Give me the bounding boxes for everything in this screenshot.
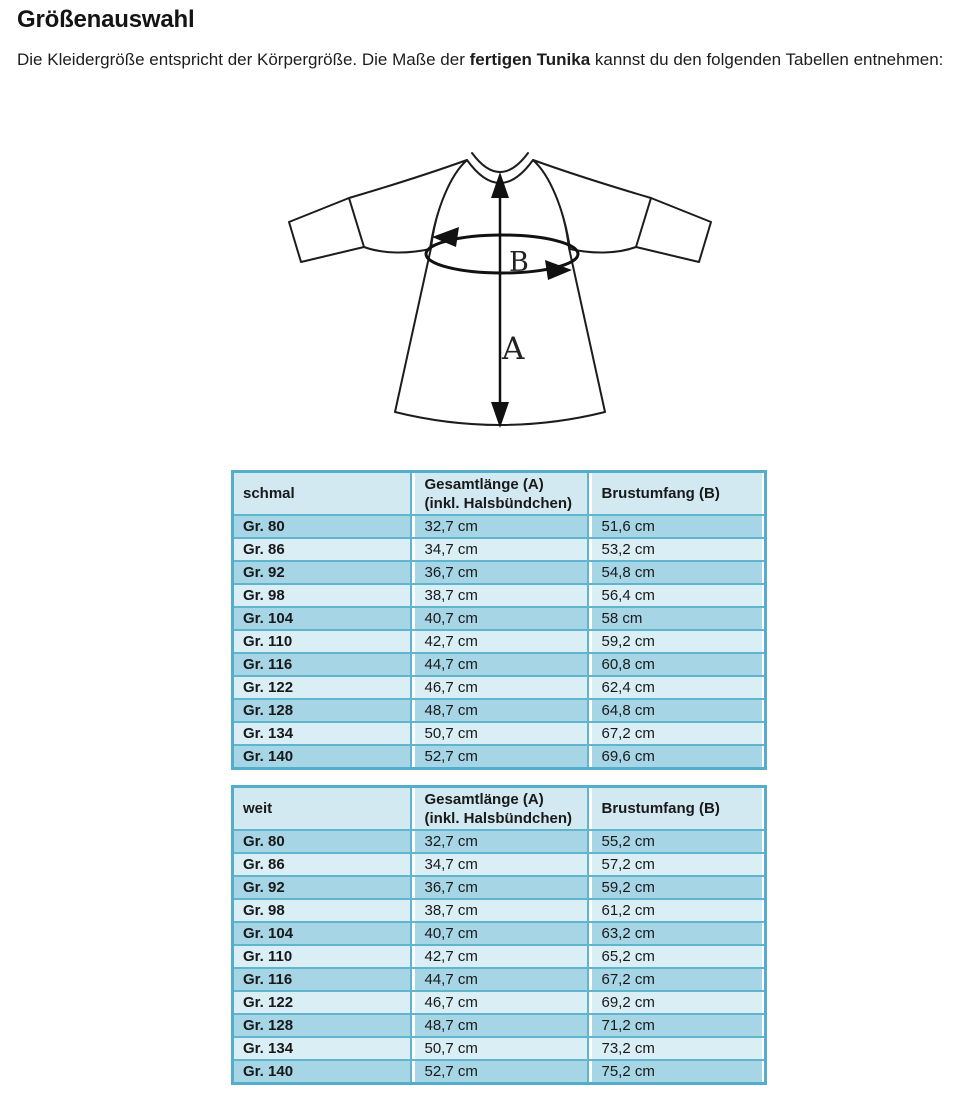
table-row bbox=[233, 1014, 766, 1037]
chest-cell: 54,8 cm bbox=[588, 561, 766, 584]
size-cell: Gr. 104 bbox=[233, 607, 411, 630]
chest-cell: 65,2 cm bbox=[588, 945, 766, 968]
chest-cell: 63,2 cm bbox=[588, 922, 766, 945]
chest-cell: 53,2 cm bbox=[588, 538, 766, 561]
chest-cell: 69,2 cm bbox=[588, 991, 766, 1014]
length-header-line2: (inkl. Halsbündchen) bbox=[424, 809, 573, 827]
size-cell: Gr. 128 bbox=[233, 699, 411, 722]
length-cell: 42,7 cm bbox=[411, 630, 588, 653]
chest-cell: 62,4 cm bbox=[588, 676, 766, 699]
chest-column-header: Brustumfang (B) bbox=[588, 787, 766, 831]
table-title-cell: schmal bbox=[233, 472, 411, 516]
tunic-measurement-diagram bbox=[283, 146, 717, 432]
intro-paragraph bbox=[17, 45, 967, 75]
chest-cell: 67,2 cm bbox=[588, 722, 766, 745]
tunic-sketch bbox=[283, 146, 717, 432]
size-cell: Gr. 116 bbox=[233, 653, 411, 676]
chest-cell: 61,2 cm bbox=[588, 899, 766, 922]
length-cell: 36,7 cm bbox=[411, 561, 588, 584]
length-cell: 48,7 cm bbox=[411, 1014, 588, 1037]
table-row bbox=[233, 607, 766, 630]
table-row bbox=[233, 991, 766, 1014]
table-title-cell: weit bbox=[233, 787, 411, 831]
neckband-inner-arc bbox=[472, 153, 528, 172]
length-header-line1: Gesamtlänge (A) bbox=[424, 790, 544, 808]
table-row bbox=[233, 876, 766, 899]
size-cell: Gr. 104 bbox=[233, 922, 411, 945]
length-cell: 50,7 cm bbox=[411, 1037, 588, 1060]
table-row bbox=[233, 584, 766, 607]
table-row bbox=[233, 899, 766, 922]
intro-text-end: kannst du den folgenden Tabellen entnehmen: bbox=[590, 50, 944, 69]
table-row bbox=[233, 676, 766, 699]
size-cell: Gr. 92 bbox=[233, 876, 411, 899]
size-cell: Gr. 116 bbox=[233, 968, 411, 991]
size-cell: Gr. 110 bbox=[233, 945, 411, 968]
chest-cell: 58 cm bbox=[588, 607, 766, 630]
length-cell: 32,7 cm bbox=[411, 830, 588, 853]
size-cell: Gr. 134 bbox=[233, 722, 411, 745]
chest-cell: 56,4 cm bbox=[588, 584, 766, 607]
chest-cell: 51,6 cm bbox=[588, 515, 766, 538]
size-cell: Gr. 80 bbox=[233, 515, 411, 538]
length-cell: 44,7 cm bbox=[411, 653, 588, 676]
length-cell: 52,7 cm bbox=[411, 745, 588, 769]
size-cell: Gr. 98 bbox=[233, 584, 411, 607]
length-cell: 32,7 cm bbox=[411, 515, 588, 538]
table-row bbox=[233, 830, 766, 853]
chest-cell: 60,8 cm bbox=[588, 653, 766, 676]
length-header-line1: Gesamtlänge (A) bbox=[424, 475, 544, 493]
table-row bbox=[233, 853, 766, 876]
table-row bbox=[233, 538, 766, 561]
chest-cell: 57,2 cm bbox=[588, 853, 766, 876]
header-row bbox=[233, 472, 766, 516]
length-label: A bbox=[502, 331, 525, 367]
size-cell: Gr. 86 bbox=[233, 853, 411, 876]
length-cell: 40,7 cm bbox=[411, 922, 588, 945]
length-column-header bbox=[411, 472, 588, 516]
size-cell: Gr. 92 bbox=[233, 561, 411, 584]
length-cell: 42,7 cm bbox=[411, 945, 588, 968]
size-cell: Gr. 98 bbox=[233, 899, 411, 922]
chest-cell: 75,2 cm bbox=[588, 1060, 766, 1084]
size-table bbox=[231, 470, 767, 770]
size-cell: Gr. 110 bbox=[233, 630, 411, 653]
chest-cell: 64,8 cm bbox=[588, 699, 766, 722]
chest-cell: 73,2 cm bbox=[588, 1037, 766, 1060]
intro-text-start: Die Kleidergröße entspricht der Körpergröße. Die Maße der bbox=[17, 50, 470, 69]
size-cell: Gr. 80 bbox=[233, 830, 411, 853]
size-cell: Gr. 134 bbox=[233, 1037, 411, 1060]
length-cell: 46,7 cm bbox=[411, 991, 588, 1014]
size-table bbox=[231, 785, 767, 1085]
length-cell: 40,7 cm bbox=[411, 607, 588, 630]
chest-cell: 71,2 cm bbox=[588, 1014, 766, 1037]
table-row bbox=[233, 630, 766, 653]
table-row bbox=[233, 945, 766, 968]
length-cell: 34,7 cm bbox=[411, 853, 588, 876]
length-cell: 38,7 cm bbox=[411, 584, 588, 607]
chest-cell: 59,2 cm bbox=[588, 630, 766, 653]
size-cell: Gr. 86 bbox=[233, 538, 411, 561]
size-cell: Gr. 122 bbox=[233, 991, 411, 1014]
table-row bbox=[233, 1037, 766, 1060]
size-cell: Gr. 140 bbox=[233, 1060, 411, 1084]
size-table-weit bbox=[231, 785, 764, 1085]
chest-cell: 55,2 cm bbox=[588, 830, 766, 853]
table-row bbox=[233, 699, 766, 722]
chest-cell: 59,2 cm bbox=[588, 876, 766, 899]
table-row bbox=[233, 515, 766, 538]
length-cell: 44,7 cm bbox=[411, 968, 588, 991]
intro-text-bold: fertigen Tunika bbox=[469, 50, 591, 69]
table-body bbox=[233, 830, 766, 1084]
chest-label: B bbox=[509, 247, 529, 278]
chest-column-header: Brustumfang (B) bbox=[588, 472, 766, 516]
table-row bbox=[233, 722, 766, 745]
header-row bbox=[233, 787, 766, 831]
length-column-header bbox=[411, 787, 588, 831]
length-cell: 38,7 cm bbox=[411, 899, 588, 922]
size-table-schmal bbox=[231, 470, 764, 770]
size-cell: Gr. 128 bbox=[233, 1014, 411, 1037]
length-cell: 34,7 cm bbox=[411, 538, 588, 561]
table-body bbox=[233, 515, 766, 769]
length-header-line2: (inkl. Halsbündchen) bbox=[424, 494, 573, 512]
length-cell: 52,7 cm bbox=[411, 1060, 588, 1084]
chest-cell: 69,6 cm bbox=[588, 745, 766, 769]
page-title: Größenauswahl bbox=[17, 6, 195, 33]
length-cell: 48,7 cm bbox=[411, 699, 588, 722]
size-cell: Gr. 140 bbox=[233, 745, 411, 769]
table-row bbox=[233, 745, 766, 769]
length-cell: 46,7 cm bbox=[411, 676, 588, 699]
chest-cell: 67,2 cm bbox=[588, 968, 766, 991]
table-row bbox=[233, 653, 766, 676]
table-row bbox=[233, 968, 766, 991]
table-row bbox=[233, 1060, 766, 1084]
size-cell: Gr. 122 bbox=[233, 676, 411, 699]
table-row bbox=[233, 561, 766, 584]
length-cell: 36,7 cm bbox=[411, 876, 588, 899]
length-cell: 50,7 cm bbox=[411, 722, 588, 745]
table-row bbox=[233, 922, 766, 945]
